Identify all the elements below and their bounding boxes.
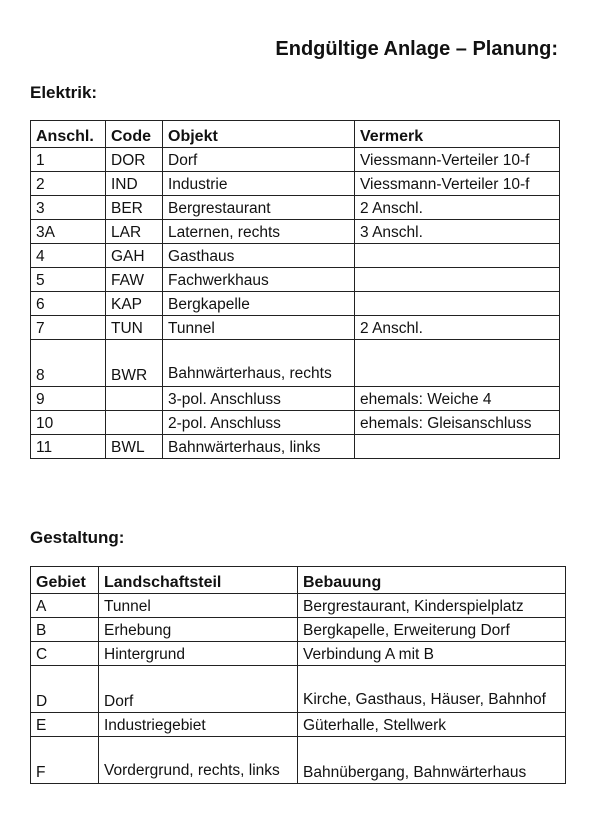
table-cell: 8	[31, 340, 106, 387]
table-cell: 4	[31, 244, 106, 268]
table-row	[31, 594, 566, 618]
column-header: Gebiet	[31, 567, 99, 594]
table-cell: KAP	[106, 292, 163, 316]
table-row	[31, 292, 560, 316]
table-cell: Viessmann-Verteiler 10-f	[355, 172, 560, 196]
table-cell: 1	[31, 148, 106, 172]
table-row	[31, 713, 566, 737]
table-cell: 11	[31, 435, 106, 459]
table-cell: ehemals: Weiche 4	[355, 387, 560, 411]
table-cell: Vordergrund, rechts, links	[99, 737, 298, 784]
table-cell: 3 Anschl.	[355, 220, 560, 244]
column-header: Code	[106, 121, 163, 148]
table-cell: 9	[31, 387, 106, 411]
table-row	[31, 244, 560, 268]
table-cell: D	[31, 666, 99, 713]
section-heading-elektrik: Elektrik:	[30, 83, 98, 102]
table-cell: Bergkapelle	[163, 292, 355, 316]
table-cell: BWR	[106, 340, 163, 387]
table-cell: 5	[31, 268, 106, 292]
table-cell: Bergrestaurant, Kinderspielplatz	[298, 594, 566, 618]
table-row	[31, 411, 560, 435]
table-row	[31, 148, 560, 172]
table-cell: Kirche, Gasthaus, Häuser, Bahnhof	[298, 666, 566, 713]
gestaltung-table	[30, 566, 566, 784]
table-row	[31, 172, 560, 196]
table-cell: 2-pol. Anschluss	[163, 411, 355, 435]
table-cell: 3	[31, 196, 106, 220]
table-cell: Bergkapelle, Erweiterung Dorf	[298, 618, 566, 642]
table-cell	[106, 411, 163, 435]
table-cell	[355, 244, 560, 268]
elektrik-table	[30, 120, 560, 459]
table-row	[31, 666, 566, 713]
table-cell: 7	[31, 316, 106, 340]
table-row	[31, 435, 560, 459]
table-cell: 2	[31, 172, 106, 196]
table-row	[31, 642, 566, 666]
column-header: Anschl.	[31, 121, 106, 148]
table-cell: IND	[106, 172, 163, 196]
table-cell: Bergrestaurant	[163, 196, 355, 220]
table-row	[31, 618, 566, 642]
table-cell: Tunnel	[99, 594, 298, 618]
column-header: Objekt	[163, 121, 355, 148]
table-cell	[355, 435, 560, 459]
table-cell: Fachwerkhaus	[163, 268, 355, 292]
section-heading-gestaltung: Gestaltung:	[30, 528, 125, 547]
table-cell: BWL	[106, 435, 163, 459]
table-cell: Dorf	[99, 666, 298, 713]
table-cell: 3-pol. Anschluss	[163, 387, 355, 411]
column-header: Vermerk	[355, 121, 560, 148]
table-cell: GAH	[106, 244, 163, 268]
table-cell: 6	[31, 292, 106, 316]
table-row	[31, 737, 566, 784]
table-cell: Verbindung A mit B	[298, 642, 566, 666]
table-cell: DOR	[106, 148, 163, 172]
table-cell: Güterhalle, Stellwerk	[298, 713, 566, 737]
table-cell: Erhebung	[99, 618, 298, 642]
table-cell	[355, 292, 560, 316]
table-header-row	[31, 567, 566, 594]
table-row	[31, 220, 560, 244]
table-cell: Bahnwärterhaus, links	[163, 435, 355, 459]
table-row	[31, 268, 560, 292]
table-cell: TUN	[106, 316, 163, 340]
table-cell: FAW	[106, 268, 163, 292]
table-cell: Bahnwärterhaus, rechts	[163, 340, 355, 387]
table-cell: 3A	[31, 220, 106, 244]
table-cell: B	[31, 618, 99, 642]
table-cell: Gasthaus	[163, 244, 355, 268]
table-cell: LAR	[106, 220, 163, 244]
table-cell: F	[31, 737, 99, 784]
table-cell: BER	[106, 196, 163, 220]
table-row	[31, 387, 560, 411]
table-cell: 10	[31, 411, 106, 435]
table-cell	[355, 340, 560, 387]
table-row	[31, 316, 560, 340]
table-cell	[355, 268, 560, 292]
column-header: Bebauung	[298, 567, 566, 594]
table-header-row	[31, 121, 560, 148]
table-row	[31, 196, 560, 220]
table-cell: Hintergrund	[99, 642, 298, 666]
table-cell: Industrie	[163, 172, 355, 196]
table-cell: Laternen, rechts	[163, 220, 355, 244]
table-cell: C	[31, 642, 99, 666]
page-title: Endgültige Anlage – Planung:	[275, 38, 558, 60]
table-cell: Tunnel	[163, 316, 355, 340]
table-cell: Bahnübergang, Bahnwärterhaus	[298, 737, 566, 784]
table-cell	[106, 387, 163, 411]
table-cell: 2 Anschl.	[355, 316, 560, 340]
column-header: Landschaftsteil	[99, 567, 298, 594]
table-cell: E	[31, 713, 99, 737]
table-cell: ehemals: Gleisanschluss	[355, 411, 560, 435]
table-cell: A	[31, 594, 99, 618]
table-row	[31, 340, 560, 387]
table-cell: Dorf	[163, 148, 355, 172]
table-cell: Industriegebiet	[99, 713, 298, 737]
table-cell: 2 Anschl.	[355, 196, 560, 220]
table-cell: Viessmann-Verteiler 10-f	[355, 148, 560, 172]
